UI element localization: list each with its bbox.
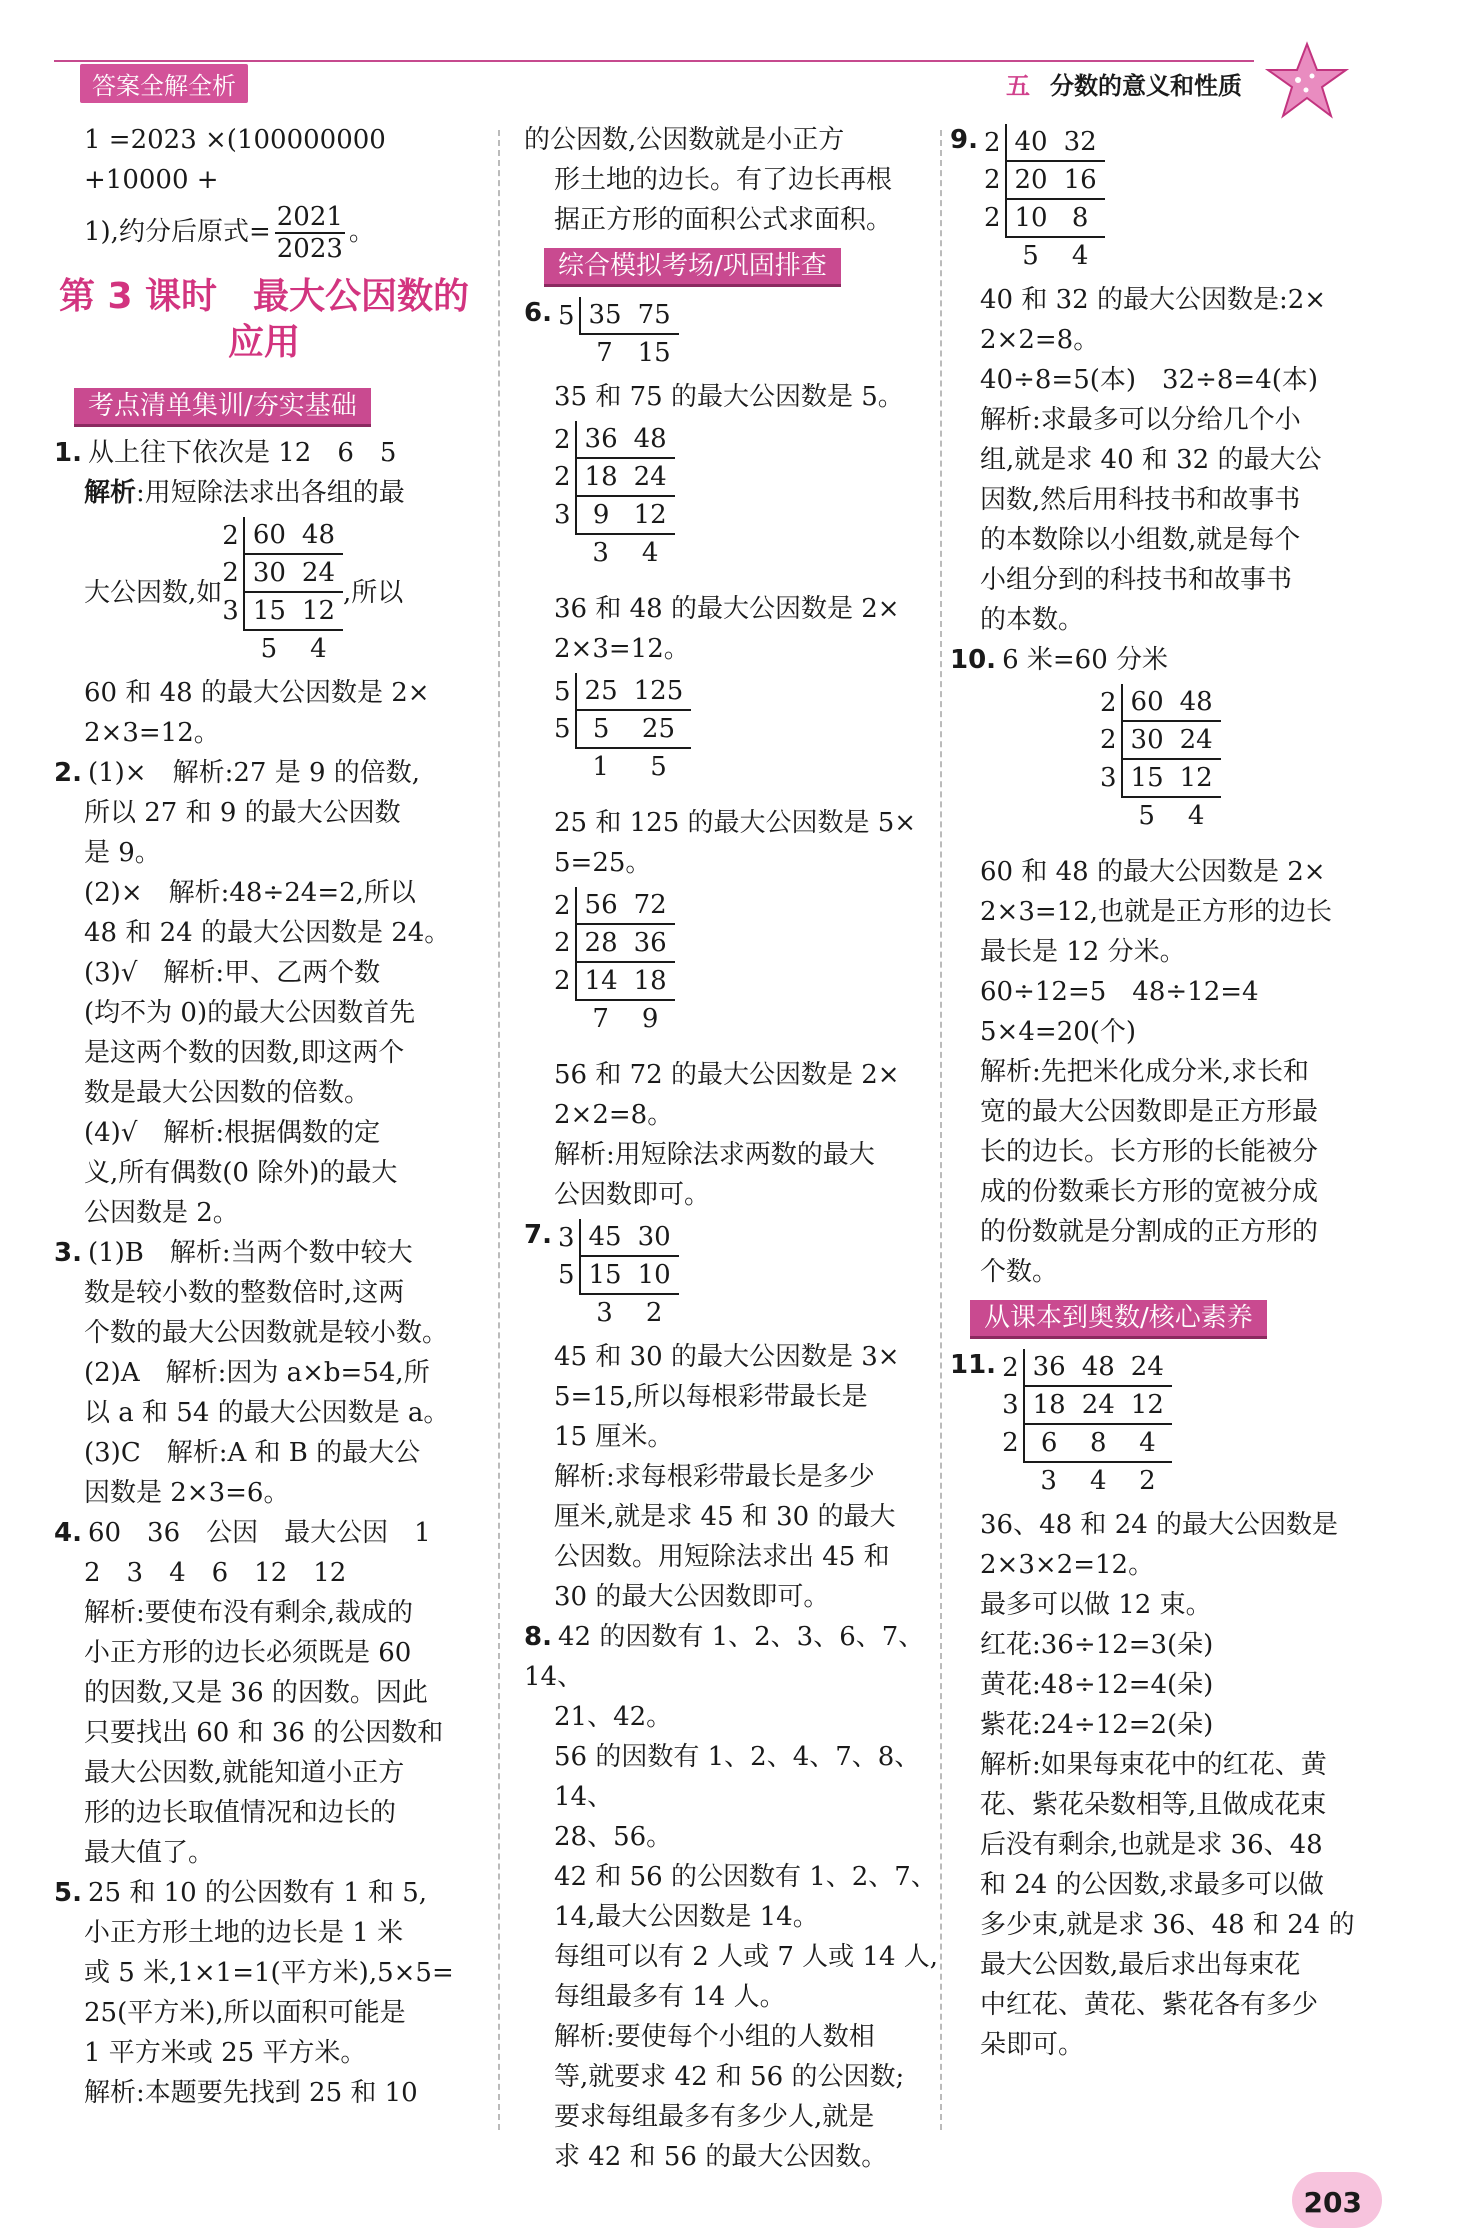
short-division: 3 45 30 5 15 10 3 2 bbox=[558, 1219, 679, 1331]
text-line: 的因数,又是 36 的因数。因此 bbox=[84, 1678, 428, 1708]
column-divider-1 bbox=[498, 130, 500, 2130]
text-line: 解析:要使每个小组的人数相 bbox=[554, 2022, 875, 2052]
explanation: 2×3=12。 bbox=[84, 718, 220, 748]
text-line: 因数是 2×3=6。 bbox=[84, 1478, 290, 1508]
text-line: 红花:36÷12=3(朵) bbox=[980, 1630, 1214, 1660]
text-line: 42 和 56 的公因数有 1、2、7、 bbox=[554, 1862, 937, 1892]
short-division: 2 60 48 2 30 24 3 15 12 5 4 bbox=[1100, 684, 1221, 834]
text-line: 25(平方米),所以面积可能是 bbox=[84, 1998, 406, 2028]
star-icon bbox=[1262, 40, 1352, 120]
text-line: 形的边长取值情况和边长的 bbox=[84, 1798, 397, 1828]
text-line: 1 平方米或 25 平方米。 bbox=[84, 2038, 367, 2068]
header-tab: 答案全解全析 bbox=[80, 64, 248, 103]
explanation: 60 和 48 的最大公因数是 2× bbox=[84, 678, 430, 708]
column-2 bbox=[524, 120, 944, 2177]
short-division: 2 56 72 2 28 36 2 14 18 7 9 bbox=[554, 887, 675, 1037]
text-line: 解析:求最多可以分给几个小 bbox=[980, 405, 1301, 435]
page-number: 203 bbox=[1303, 2186, 1362, 2219]
text-line: 2. (1)× 解析:27 是 9 的倍数, bbox=[54, 758, 421, 788]
question-10-text bbox=[950, 852, 1390, 1292]
text-line: 解析:要使布没有剩余,裁成的 bbox=[84, 1598, 414, 1628]
text-line: 解析:本题要先找到 25 和 10 bbox=[84, 2078, 418, 2108]
column-3 bbox=[950, 120, 1390, 2065]
text-line: (3)√ 解析:甲、乙两个数 bbox=[84, 958, 381, 988]
text-line: 15 厘米。 bbox=[554, 1422, 674, 1452]
text-line: 最大公因数,就能知道小正方 bbox=[84, 1758, 405, 1788]
text-line: 最长是 12 分米。 bbox=[980, 937, 1186, 967]
fraction: $\frac{2021}{2023}$ bbox=[276, 202, 343, 264]
short-division: 2 36 48 2 18 24 3 9 12 3 4 bbox=[554, 421, 675, 571]
text-line: 以 a 和 54 的最大公因数是 a。 bbox=[84, 1398, 450, 1428]
explanation: 公因数即可。 bbox=[554, 1180, 711, 1210]
text-line: 或 5 米,1×1=1(平方米),5×5= bbox=[84, 1958, 454, 1988]
text-line: 56 的因数有 1、2、4、7、8、14、 bbox=[554, 1742, 921, 1812]
text-line: 的本数除以小组数,就是每个 bbox=[980, 525, 1301, 555]
answer-line: 35 和 75 的最大公因数是 5。 bbox=[554, 382, 904, 412]
text-line: 后没有剩余,也就是求 36、48 bbox=[980, 1830, 1323, 1860]
text-line: 个数的最大公因数就是较小数。 bbox=[84, 1318, 449, 1348]
text-line: 的份数就是分割成的正方形的 bbox=[980, 1217, 1319, 1247]
text-line: 48 和 24 的最大公因数是 24。 bbox=[84, 918, 451, 948]
text-line: 解析:求每根彩带最长是多少 bbox=[554, 1462, 875, 1492]
text-line: 朵即可。 bbox=[980, 2030, 1085, 2060]
question-7: 7. 3 45 30 5 15 10 3 2 bbox=[524, 1215, 944, 1337]
text-line: 2×2=8。 bbox=[980, 325, 1100, 355]
text-line: 小正方形土地的边长是 1 米 bbox=[84, 1918, 404, 1948]
text-line: 所以 27 和 9 的最大公因数 bbox=[84, 798, 401, 828]
text-line: (2)× 解析:48÷24=2,所以 bbox=[84, 878, 416, 908]
text-line: 5=15,所以每根彩带最长是 bbox=[554, 1382, 868, 1412]
text-line: 每组可以有 2 人或 7 人或 14 人, bbox=[554, 1942, 939, 1972]
question-11-text bbox=[950, 1505, 1390, 2065]
text-line: 40 和 32 的最大公因数是:2× bbox=[980, 285, 1327, 315]
text-line: 宽的最大公因数即是正方形最 bbox=[980, 1097, 1319, 1127]
text-line: 花、紫花朵数相等,且做成花束 bbox=[980, 1790, 1327, 1820]
text-line: 40÷8=5(本) 32÷8=4(本) bbox=[980, 365, 1319, 395]
question-10: 10. 6 米=60 分米 bbox=[950, 645, 1169, 675]
explanation: 解析:用短除法求两数的最大 bbox=[554, 1140, 875, 1170]
text-line: 是这两个数的因数,即这两个 bbox=[84, 1038, 405, 1068]
question-7-text bbox=[524, 1337, 944, 1617]
section-banner: 从课本到奥数/核心素养 bbox=[970, 1300, 1267, 1339]
text-line: 小组分到的科技书和故事书 bbox=[980, 565, 1293, 595]
text-line: 个数。 bbox=[980, 1257, 1059, 1287]
text-line: 2×3=12,也就是正方形的边长 bbox=[980, 897, 1333, 927]
short-division: 2 40 32 2 20 16 2 10 8 5 4 bbox=[984, 124, 1105, 274]
text-line: 28、56。 bbox=[554, 1822, 673, 1852]
text-line: 多少束,就是求 36、48 和 24 的 bbox=[980, 1910, 1355, 1940]
text-line: 公因数。用短除法求出 45 和 bbox=[554, 1542, 890, 1572]
question-11: 11. 2 36 48 24 3 18 24 12 2 6 8 4 3 4 2 bbox=[950, 1345, 1390, 1505]
text-line: 60÷12=5 48÷12=4 bbox=[980, 977, 1259, 1007]
unit-number: 五 bbox=[1006, 72, 1030, 100]
text-line: 解析:如果每束花中的红花、黄 bbox=[980, 1750, 1327, 1780]
short-division: 2 60 48 2 30 24 3 15 12 5 4 bbox=[222, 517, 343, 667]
text-line: 据正方形的面积公式求面积。 bbox=[554, 205, 893, 235]
header-chapter bbox=[1006, 66, 1242, 101]
text-line: 8. 42 的因数有 1、2、3、6、7、14、 bbox=[524, 1622, 925, 1692]
text-line: 因数,然后用科技书和故事书 bbox=[980, 485, 1301, 515]
short-division: 2 36 48 24 3 18 24 12 2 6 8 4 3 4 2 bbox=[1002, 1349, 1172, 1499]
question-8 bbox=[524, 1617, 944, 2177]
text-line: (4)√ 解析:根据偶数的定 bbox=[84, 1118, 381, 1148]
text-line: 21、42。 bbox=[554, 1702, 673, 1732]
section-banner: 考点清单集训/夯实基础 bbox=[74, 388, 371, 427]
column-1 bbox=[54, 120, 474, 2113]
text-line: 最大值了。 bbox=[84, 1838, 215, 1868]
text-line: (均不为 0)的最大公因数首先 bbox=[84, 998, 416, 1028]
text-line: (3)C 解析:A 和 B 的最大公 bbox=[84, 1438, 421, 1468]
text-line: 是 9。 bbox=[84, 838, 161, 868]
text-line: 的公因数,公因数就是小正方 bbox=[524, 125, 845, 155]
text-line: 5×4=20(个) bbox=[980, 1017, 1137, 1047]
text-line: 小正方形的边长必须既是 60 bbox=[84, 1638, 412, 1668]
text-line: 最多可以做 12 束。 bbox=[980, 1590, 1212, 1620]
explanation: 解析:用短除法求出各组的最 bbox=[84, 478, 405, 508]
short-division: 5 35 75 7 15 bbox=[558, 297, 679, 371]
answer-line: 25 和 125 的最大公因数是 5× bbox=[554, 808, 917, 838]
text-line: 和 24 的公因数,求最多可以做 bbox=[980, 1870, 1324, 1900]
chapter-title: 分数的意义和性质 bbox=[1050, 72, 1242, 100]
text-line: 3. (1)B 解析:当两个数中较大 bbox=[54, 1238, 413, 1268]
text-line: 厘米,就是求 45 和 30 的最大 bbox=[554, 1502, 896, 1532]
question-4 bbox=[54, 1513, 474, 1873]
text-line: 成的份数乘长方形的宽被分成 bbox=[980, 1177, 1319, 1207]
text-line: 2×3×2=12。 bbox=[980, 1550, 1155, 1580]
question-9: 9. 2 40 32 2 20 16 2 10 8 5 4 bbox=[950, 120, 1390, 280]
text-line: 求 42 和 56 的最大公因数。 bbox=[554, 2142, 888, 2172]
text-line: 只要找出 60 和 36 的公因数和 bbox=[84, 1718, 444, 1748]
text-line: 紫花:24÷12=2(朵) bbox=[980, 1710, 1214, 1740]
intro-line: 1 =2023 ×(100000000 +10000 + bbox=[84, 125, 395, 195]
text-line: 组,就是求 40 和 32 的最大公 bbox=[980, 445, 1322, 475]
text-line: (2)A 解析:因为 a×b=54,所 bbox=[84, 1358, 430, 1388]
text-line: 30 的最大公因数即可。 bbox=[554, 1582, 830, 1612]
section-banner: 综合模拟考场/巩固排查 bbox=[544, 248, 841, 287]
text-line: 解析:先把米化成分米,求长和 bbox=[980, 1057, 1310, 1087]
answer-line: 2×3=12。 bbox=[554, 634, 690, 664]
text-line: 4. 60 36 公因 最大公因 1 bbox=[54, 1518, 431, 1548]
text-line: 公因数是 2。 bbox=[84, 1198, 239, 1228]
text-line: 数是较小数的整数倍时,这两 bbox=[84, 1278, 405, 1308]
text-line: 45 和 30 的最大公因数是 3× bbox=[554, 1342, 900, 1372]
text-line: 36、48 和 24 的最大公因数是 bbox=[980, 1510, 1339, 1540]
short-division: 5 25 125 5 5 25 1 5 bbox=[554, 673, 691, 785]
text-line: 黄花:48÷12=4(朵) bbox=[980, 1670, 1214, 1700]
text-line: 5. 25 和 10 的公因数有 1 和 5, bbox=[54, 1878, 428, 1908]
answer-line: 56 和 72 的最大公因数是 2× bbox=[554, 1060, 900, 1090]
explanation-row: 大公因数,如 2 60 48 2 30 24 3 15 12 5 4 ,所以 bbox=[54, 513, 474, 673]
text-line: 义,所有偶数(0 除外)的最大 bbox=[84, 1158, 398, 1188]
text-line: 2 3 4 6 12 12 bbox=[84, 1558, 347, 1588]
text-line: 每组最多有 14 人。 bbox=[554, 1982, 786, 2012]
text-line: 14,最大公因数是 14。 bbox=[554, 1902, 819, 1932]
continued-text bbox=[524, 120, 944, 240]
answer-line: 2×2=8。 bbox=[554, 1100, 674, 1130]
question-2 bbox=[54, 753, 474, 1233]
text-line: 60 和 48 的最大公因数是 2× bbox=[980, 857, 1326, 887]
question-5 bbox=[54, 1873, 474, 2113]
intro-line: 1),约分后原式= $\frac{2021}{2023}$ 。 bbox=[84, 202, 375, 264]
text-line: 数是最大公因数的倍数。 bbox=[84, 1078, 371, 1108]
answer-line: 5=25。 bbox=[554, 848, 652, 878]
text-line: 中红花、黄花、紫花各有多少 bbox=[980, 1990, 1319, 2020]
text-line: 形土地的边长。有了边长再根 bbox=[554, 165, 893, 195]
question-9-text bbox=[950, 280, 1390, 640]
answer-line: 36 和 48 的最大公因数是 2× bbox=[554, 594, 900, 624]
question-1: 1. 从上往下依次是 12 6 5 bbox=[54, 438, 397, 468]
text-line: 要求每组最多有多少人,就是 bbox=[554, 2102, 875, 2132]
text-line: 的本数。 bbox=[980, 605, 1085, 635]
lesson-title: 第 3 课时 最大公因数的 应用 bbox=[58, 276, 470, 363]
question-6: 6. 5 35 75 7 15 bbox=[524, 293, 944, 377]
text-line: 长的边长。长方形的长能被分 bbox=[980, 1137, 1319, 1167]
text-line: 等,就要求 42 和 56 的公因数; bbox=[554, 2062, 905, 2092]
text-line: 最大公因数,最后求出每束花 bbox=[980, 1950, 1301, 1980]
header-rule bbox=[54, 60, 1254, 62]
question-3 bbox=[54, 1233, 474, 1513]
